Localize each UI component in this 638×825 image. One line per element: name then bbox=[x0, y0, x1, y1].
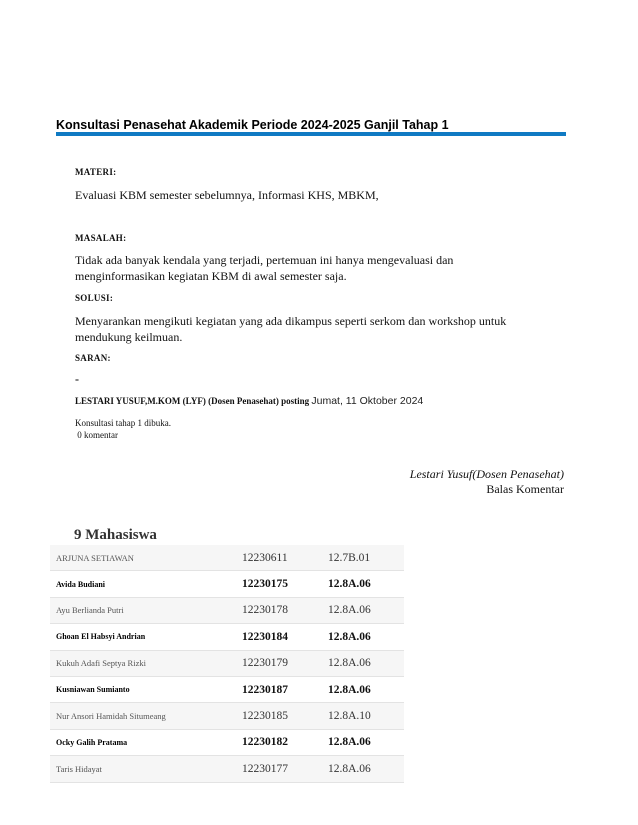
saran-text: - bbox=[75, 372, 79, 386]
student-class: 12.8A.06 bbox=[328, 676, 404, 702]
table-row bbox=[50, 676, 404, 702]
solusi-text: Menyarankan mengikuti kegiatan yang ada dikampus seperti serkom dan workshop untuk mendukung keilmuan. bbox=[75, 314, 507, 344]
materi-text: Evaluasi KBM semester sebelumnya, Informasi KHS, MBKM, bbox=[75, 188, 379, 202]
student-class: 12.8A.06 bbox=[328, 729, 404, 755]
student-name: Nur Ansori Hamidah Situmeang bbox=[50, 703, 242, 729]
signature-name: Lestari Yusuf(Dosen Penasehat) bbox=[409, 467, 564, 481]
table-row bbox=[50, 729, 404, 755]
student-nim: 12230178 bbox=[242, 597, 328, 623]
student-name: Ayu Berlianda Putri bbox=[50, 597, 242, 623]
masalah-text: Tidak ada banyak kendala yang terjadi, pertemuan ini hanya mengevaluasi dan menginformasikan kegiatan KBM di awal semester saja. bbox=[75, 253, 454, 283]
student-name: Kukuh Adafi Septya Rizki bbox=[50, 650, 242, 676]
student-class: 12.8A.06 bbox=[328, 571, 404, 597]
student-name: ARJUNA SETIAWAN bbox=[50, 545, 242, 571]
page-title bbox=[56, 117, 566, 133]
student-class: 12.8A.06 bbox=[328, 597, 404, 623]
table-row bbox=[50, 571, 404, 597]
student-class: 12.7B.01 bbox=[328, 545, 404, 571]
table-row bbox=[50, 756, 404, 782]
student-nim: 12230611 bbox=[242, 545, 328, 571]
table-row bbox=[50, 545, 404, 571]
student-nim: 12230175 bbox=[242, 571, 328, 597]
table-row bbox=[50, 703, 404, 729]
solusi-label: SOLUSI: bbox=[75, 293, 114, 303]
posting-role: (Dosen Penasehat) bbox=[208, 396, 279, 406]
title-period: 2024-2025 Ganjil Tahap 1 bbox=[300, 118, 449, 132]
student-class: 12.8A.06 bbox=[328, 624, 404, 650]
posting-author: LESTARI YUSUF,M.KOM (LYF) bbox=[75, 396, 206, 406]
student-nim: 12230187 bbox=[242, 676, 328, 702]
table-row bbox=[50, 624, 404, 650]
table-row bbox=[50, 597, 404, 623]
students-table bbox=[50, 545, 404, 783]
student-nim: 12230177 bbox=[242, 756, 328, 782]
student-name: Ocky Galih Pratama bbox=[50, 729, 242, 755]
posting-line bbox=[75, 395, 423, 407]
student-class: 12.8A.06 bbox=[328, 650, 404, 676]
student-class: 12.8A.10 bbox=[328, 703, 404, 729]
student-nim: 12230182 bbox=[242, 729, 328, 755]
student-name: Taris Hidayat bbox=[50, 756, 242, 782]
materi-label: MATERI: bbox=[75, 167, 117, 177]
student-name: Avida Budiani bbox=[50, 571, 242, 597]
posting-date: Jumat, 11 Oktober 2024 bbox=[311, 395, 424, 407]
student-name: Kusniawan Sumianto bbox=[50, 676, 242, 702]
comment-count-link[interactable]: 0 komentar bbox=[75, 430, 118, 440]
student-name: Ghoan El Habsyi Andrian bbox=[50, 624, 242, 650]
table-row bbox=[50, 650, 404, 676]
student-nim: 12230185 bbox=[242, 703, 328, 729]
saran-label: SARAN: bbox=[75, 353, 111, 363]
student-class: 12.8A.06 bbox=[328, 756, 404, 782]
masalah-label: MASALAH: bbox=[75, 233, 127, 243]
consultation-opened-status: Konsultasi tahap 1 dibuka. bbox=[75, 418, 171, 428]
reply-comment-link[interactable]: Balas Komentar bbox=[486, 482, 564, 496]
students-heading: 9 Mahasiswa bbox=[74, 527, 157, 543]
student-nim: 12230184 bbox=[242, 624, 328, 650]
title-underline-bar bbox=[56, 132, 566, 136]
student-nim: 12230179 bbox=[242, 650, 328, 676]
title-bold-part: Konsultasi Penasehat Akademik Periode bbox=[56, 118, 298, 132]
posting-verb: posting bbox=[281, 396, 310, 406]
